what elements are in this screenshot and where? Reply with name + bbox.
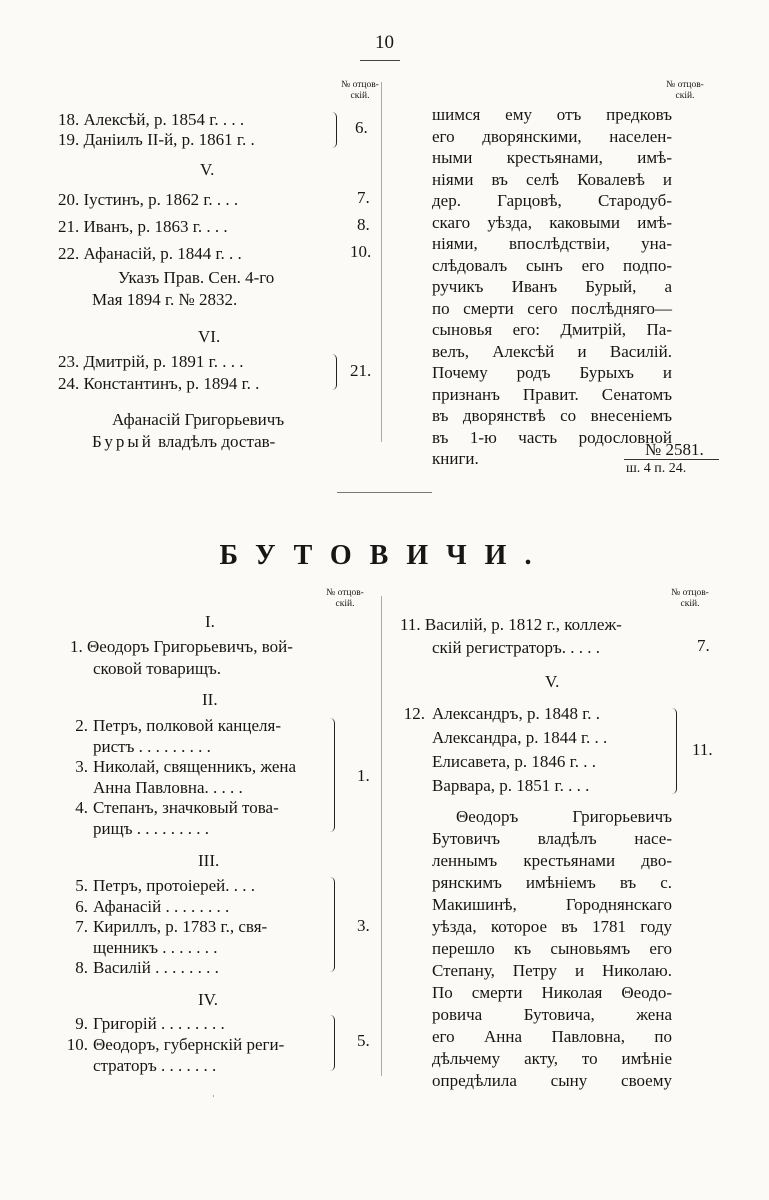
para-line-2 [92,430,275,453]
paragraph-line: ными крестьянами, имѣ- [432,148,672,167]
entry-number: 21. [58,217,80,236]
brace [330,718,335,832]
patronymic-ref: 11. [692,740,713,759]
entry-text: Дмитрій, р. 1891 г. . . . [83,352,244,371]
entry-text: Василій . . . . . . . . [93,958,219,977]
patronymic-ref: 8. [357,215,370,234]
entry-text: Петръ, полковой канцеля- [93,716,282,735]
generation-heading-iv: IV. [198,990,218,1009]
decree-line-1: Указъ Прав. Сен. 4-го [118,268,275,287]
brace [332,354,337,390]
paragraph-line: Θеодоръ Григорьевичъ [456,807,672,826]
patronymic-ref: 7. [357,188,370,207]
spaced-surname: Бурый [92,432,154,451]
entry-24 [58,372,259,395]
entry-text: Алексѣй, р. 1854 г. . . . [83,110,245,129]
paragraph [432,104,672,470]
patronymic-ref: 6. [355,118,368,137]
brace [330,877,335,972]
entry-number: 6. [75,896,88,916]
entry-text: Степанъ, значковый това- [93,798,279,817]
paragraph-line: велъ, Алексѣй и Василій. [432,341,672,361]
entry-number: 9. [75,1014,88,1033]
entry-number: 19. [58,130,80,149]
paragraph-line: уѣзда, которое въ 1781 году [432,917,672,936]
page-number: 10 [375,32,394,53]
entry-number: 22. [58,244,80,263]
paragraph-line: книги. [432,449,479,468]
generation-heading-vi: VI. [198,327,221,346]
section-divider [337,492,432,493]
paragraph-line: опредѣлила сыну своему [432,1071,672,1090]
para-line-1: Афанасій Григорьевичъ [112,410,285,429]
entry-text: страторъ . . . . . . . [93,1056,217,1075]
entry-number: 8. [75,958,88,977]
paragraph-line: Макишинѣ, Городнянскаго [432,895,672,914]
entry-11-line-2: скій регистраторъ. . . . . [432,638,601,657]
entry-21 [58,215,228,238]
reference-number: № 2581. [645,440,704,459]
entry-text: Θеодоръ, губернскій реги- [93,1035,285,1054]
paragraph-line: Степану, Петру и Николаю. [432,961,672,980]
paragraph-line: его дворянскими, населен- [432,126,672,146]
paragraph-line: сыновья его: Дмитрій, Па- [432,320,672,339]
entry-text: Афанасій, р. 1844 г. . . [83,244,242,263]
entry-22 [58,242,242,265]
patronymic-ref: 7. [697,636,710,655]
entry-text: Константинъ, р. 1894 г. . [83,374,260,393]
entry-text: Иванъ, р. 1863 г. . . . [83,217,228,236]
entry-number: 24. [58,374,80,393]
entry-text: Александръ, р. 1848 г. . [432,704,601,723]
entry-text: Николай, священникъ, жена [93,757,297,776]
page-number-rule [360,60,400,61]
patronymic-ref: 3. [357,916,370,935]
paragraph-line: слѣдовалъ сынъ его подпо- [432,255,672,275]
brace [332,112,337,148]
paragraph-line: дѣльчему акту, то имѣніе [432,1049,672,1068]
entry-text: Григорій . . . . . . . . [93,1014,225,1033]
entry-1-line-2: сковой товарищъ. [93,659,221,678]
brace [330,1015,335,1071]
entry-number: 4. [75,798,88,817]
paragraph-line: въ дворянствѣ со внесеніемъ [432,406,672,425]
paragraph-line: по смерти сего послѣдняго— [432,298,672,318]
entry-text: Афанасій . . . . . . . . [93,896,230,916]
patronymic-column-header-right: № отцов- скій. [666,80,704,101]
paragraph-line: скаго уѣзда, каковыми имѣ- [432,212,672,232]
entry-text: Даніилъ II-й, р. 1861 г. . [83,130,255,149]
reference-location: ш. 4 п. 24. [626,461,687,476]
generation-heading-v: V. [200,160,215,179]
entry-text: Іустинъ, р. 1862 г. . . . [83,190,239,209]
entry-text: Александра, р. 1844 г. . . [432,728,608,747]
entry-20 [58,188,238,211]
paragraph-line: ровича Бутовича, жена [432,1005,672,1024]
patronymic-column-header: № отцов- скій. [341,80,379,101]
paragraph-line: дер. Гарцовѣ, Стародуб- [432,191,672,210]
entry-number: 2. [75,716,88,735]
patronymic-ref: 5. [357,1031,370,1050]
top-right-column [432,104,672,470]
column-divider [381,596,382,1076]
paragraph-line: ручикъ Иванъ Бурый, а [432,277,672,296]
dot-mark: · [212,1092,215,1101]
entry-text: Варвара, р. 1851 г. . . . [432,776,590,795]
generation-heading-iii: III. [198,851,220,870]
patronymic-ref: 10. [350,242,372,261]
entry-1-line-1: 1. Θеодоръ Григорьевичъ, вой- [70,637,293,656]
entry-text: Петръ, протоіерей. . . . [93,876,255,895]
paragraph-line: По смерти Николая Θеодо- [432,983,672,1002]
entry-text: ристъ . . . . . . . . . [93,736,211,756]
patronymic-ref: 1. [357,766,370,785]
entry-number: 12. [403,704,425,723]
paragraph-line: леннымъ крестьянами дво- [432,851,672,870]
entry-text: Анна Павловна. . . . . [93,777,243,797]
column-divider [381,82,382,442]
section-title: БУТОВИЧИ. [219,540,550,571]
paragraph-line: ніями въ селѣ Ковалевѣ и [432,169,672,189]
paragraph-line: перешло къ сыновьямъ его [432,939,672,958]
entry-23 [58,350,243,373]
patronymic-column-header: № отцов- скій. [326,588,364,609]
entry-number: 10. [66,1035,88,1054]
para-text: владѣлъ достав- [153,432,276,451]
generation-heading-v-right: V. [545,672,560,691]
reference-rule [624,459,719,460]
entry-text: Кириллъ, р. 1783 г., свя- [93,917,268,936]
entry-number: 3. [75,757,88,776]
patronymic-column-header-right: № отцов- скій. [671,588,709,609]
entry-text: Елисавета, р. 1846 г. . . [432,752,596,771]
paragraph-line: рянскимъ имѣніемъ въ с. [432,873,672,892]
entry-text: щенникъ . . . . . . . [93,937,218,957]
paragraph-line: Бутовичъ владѣлъ насе- [432,829,672,848]
entry-number: 23. [58,352,80,371]
paragraph-line: шимся ему отъ предковъ [432,105,672,124]
paragraph-line: Почему родъ Бурыхъ и [432,363,672,382]
entry-number: 20. [58,190,80,209]
entry-number: 18. [58,110,80,129]
paragraph-line: въ 1-ю часть родословной [432,427,672,447]
paragraph [432,806,672,1092]
paragraph-line: ніями, впослѣдствіи, уна- [432,234,672,253]
entry-number: 5. [75,876,88,895]
patronymic-ref: 21. [350,361,372,380]
paragraph-line: признанъ Правит. Сенатомъ [432,384,672,404]
entry-number: 7. [75,917,88,936]
decree-line-2: Мая 1894 г. № 2832. [92,290,238,309]
bottom-right-paragraph [432,806,672,1092]
entry-11-line-1: 11. Василій, р. 1812 г., коллеж- [400,615,622,634]
paragraph-line: его Анна Павловна, по [432,1027,672,1046]
entry-19 [58,128,255,151]
entry-text: рищъ . . . . . . . . . [93,818,209,838]
generation-heading-i: I. [205,612,215,631]
brace [672,708,677,794]
generation-heading-ii: II. [202,690,218,709]
